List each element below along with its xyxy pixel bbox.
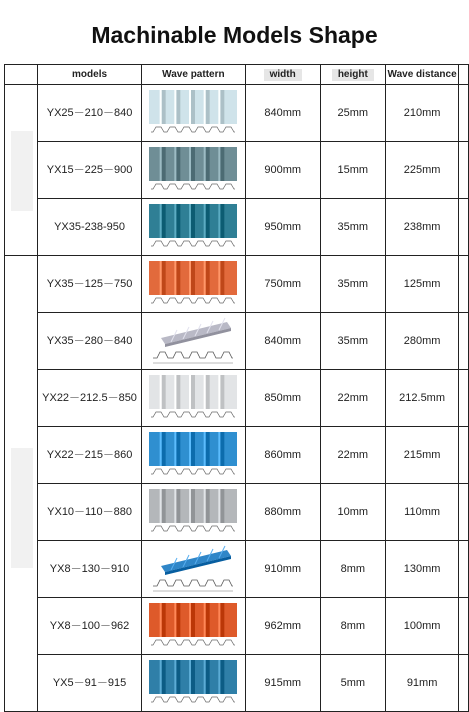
header-wave-distance: Wave distance <box>385 65 458 85</box>
model-cell: YX35－280－840 <box>38 313 142 370</box>
header-overflow <box>459 65 469 85</box>
header-height-label: height <box>332 69 374 81</box>
height-cell: 35mm <box>320 313 385 370</box>
width-cell: 840mm <box>245 313 320 370</box>
height-cell: 5mm <box>320 655 385 712</box>
wave-distance-cell: 238mm <box>385 199 458 256</box>
trapezoid-roof-sheet-icon <box>147 487 239 537</box>
overflow-cell <box>459 541 469 598</box>
table-row <box>5 598 469 655</box>
overflow-cell <box>459 370 469 427</box>
wave-distance-cell: 100mm <box>385 598 458 655</box>
overflow-cell <box>459 199 469 256</box>
group-strip <box>11 131 33 211</box>
wave-pattern-cell <box>142 256 246 313</box>
wave-distance-cell: 110mm <box>385 484 458 541</box>
wave-distance-cell: 212.5mm <box>385 370 458 427</box>
header-width-label: width <box>264 69 302 81</box>
overflow-cell <box>459 256 469 313</box>
wave-pattern-cell <box>142 313 246 370</box>
overflow-cell <box>459 427 469 484</box>
wave-distance-cell: 280mm <box>385 313 458 370</box>
width-cell: 900mm <box>245 142 320 199</box>
width-cell: 950mm <box>245 199 320 256</box>
table-row <box>5 427 469 484</box>
wave-distance-cell: 130mm <box>385 541 458 598</box>
trapezoid-roof-sheet-icon <box>147 658 239 708</box>
height-cell: 15mm <box>320 142 385 199</box>
overflow-cell <box>459 655 469 712</box>
trapezoid-roof-sheet-icon <box>147 145 239 195</box>
table-header-row <box>5 65 469 85</box>
width-cell: 915mm <box>245 655 320 712</box>
model-cell: YX22－215－860 <box>38 427 142 484</box>
table-row <box>5 199 469 256</box>
wave-pattern-cell <box>142 541 246 598</box>
width-cell: 850mm <box>245 370 320 427</box>
trapezoid-roof-sheet-icon <box>147 88 239 138</box>
model-cell: YX35-238-950 <box>38 199 142 256</box>
group-cell-1 <box>5 85 38 256</box>
table-row <box>5 370 469 427</box>
group-cell-2 <box>5 256 38 712</box>
trapezoid-roof-sheet-icon <box>147 202 239 252</box>
model-cell: YX22－212.5－850 <box>38 370 142 427</box>
table-row <box>5 484 469 541</box>
profile-drawing-icon <box>147 316 239 366</box>
table-row <box>5 142 469 199</box>
wave-pattern-cell <box>142 85 246 142</box>
trapezoid-roof-sheet-icon <box>147 430 239 480</box>
wave-distance-cell: 91mm <box>385 655 458 712</box>
table-row <box>5 85 469 142</box>
trapezoid-roof-sheet-icon <box>147 373 239 423</box>
group-strip <box>11 448 33 568</box>
wave-distance-cell: 125mm <box>385 256 458 313</box>
overflow-cell <box>459 598 469 655</box>
height-cell: 35mm <box>320 256 385 313</box>
header-models: models <box>38 65 142 85</box>
overflow-cell <box>459 142 469 199</box>
height-cell: 25mm <box>320 85 385 142</box>
trapezoid-roof-sheet-icon <box>147 601 239 651</box>
width-cell: 840mm <box>245 85 320 142</box>
model-cell: YX5－91－915 <box>38 655 142 712</box>
table-row <box>5 541 469 598</box>
page-title: Machinable Models Shape <box>91 22 378 48</box>
width-cell: 750mm <box>245 256 320 313</box>
wave-pattern-cell <box>142 598 246 655</box>
trapezoid-roof-sheet-icon <box>147 259 239 309</box>
header-wave-pattern: Wave pattern <box>142 65 246 85</box>
wave-pattern-cell <box>142 199 246 256</box>
table-body <box>5 85 469 712</box>
wave-pattern-cell <box>142 484 246 541</box>
model-cell: YX10－110－880 <box>38 484 142 541</box>
profile-drawing-icon <box>147 544 239 594</box>
width-cell: 962mm <box>245 598 320 655</box>
model-cell: YX35－125－750 <box>38 256 142 313</box>
wave-pattern-cell <box>142 655 246 712</box>
height-cell: 35mm <box>320 199 385 256</box>
wave-distance-cell: 225mm <box>385 142 458 199</box>
height-cell: 8mm <box>320 598 385 655</box>
overflow-cell <box>459 313 469 370</box>
height-cell: 8mm <box>320 541 385 598</box>
width-cell: 860mm <box>245 427 320 484</box>
wave-distance-cell: 210mm <box>385 85 458 142</box>
model-cell: YX15－225－900 <box>38 142 142 199</box>
table-row <box>5 313 469 370</box>
height-cell: 10mm <box>320 484 385 541</box>
model-cell: YX8－130－910 <box>38 541 142 598</box>
header-height <box>320 65 385 85</box>
table-row <box>5 256 469 313</box>
wave-pattern-cell <box>142 370 246 427</box>
wave-distance-cell: 215mm <box>385 427 458 484</box>
height-cell: 22mm <box>320 370 385 427</box>
header-width <box>245 65 320 85</box>
overflow-cell <box>459 484 469 541</box>
overflow-cell <box>459 85 469 142</box>
models-table <box>4 64 469 712</box>
width-cell: 910mm <box>245 541 320 598</box>
wave-pattern-cell <box>142 142 246 199</box>
table-row <box>5 655 469 712</box>
model-cell: YX8－100－962 <box>38 598 142 655</box>
wave-pattern-cell <box>142 427 246 484</box>
height-cell: 22mm <box>320 427 385 484</box>
width-cell: 880mm <box>245 484 320 541</box>
model-cell: YX25－210－840 <box>38 85 142 142</box>
header-blank <box>5 65 38 85</box>
